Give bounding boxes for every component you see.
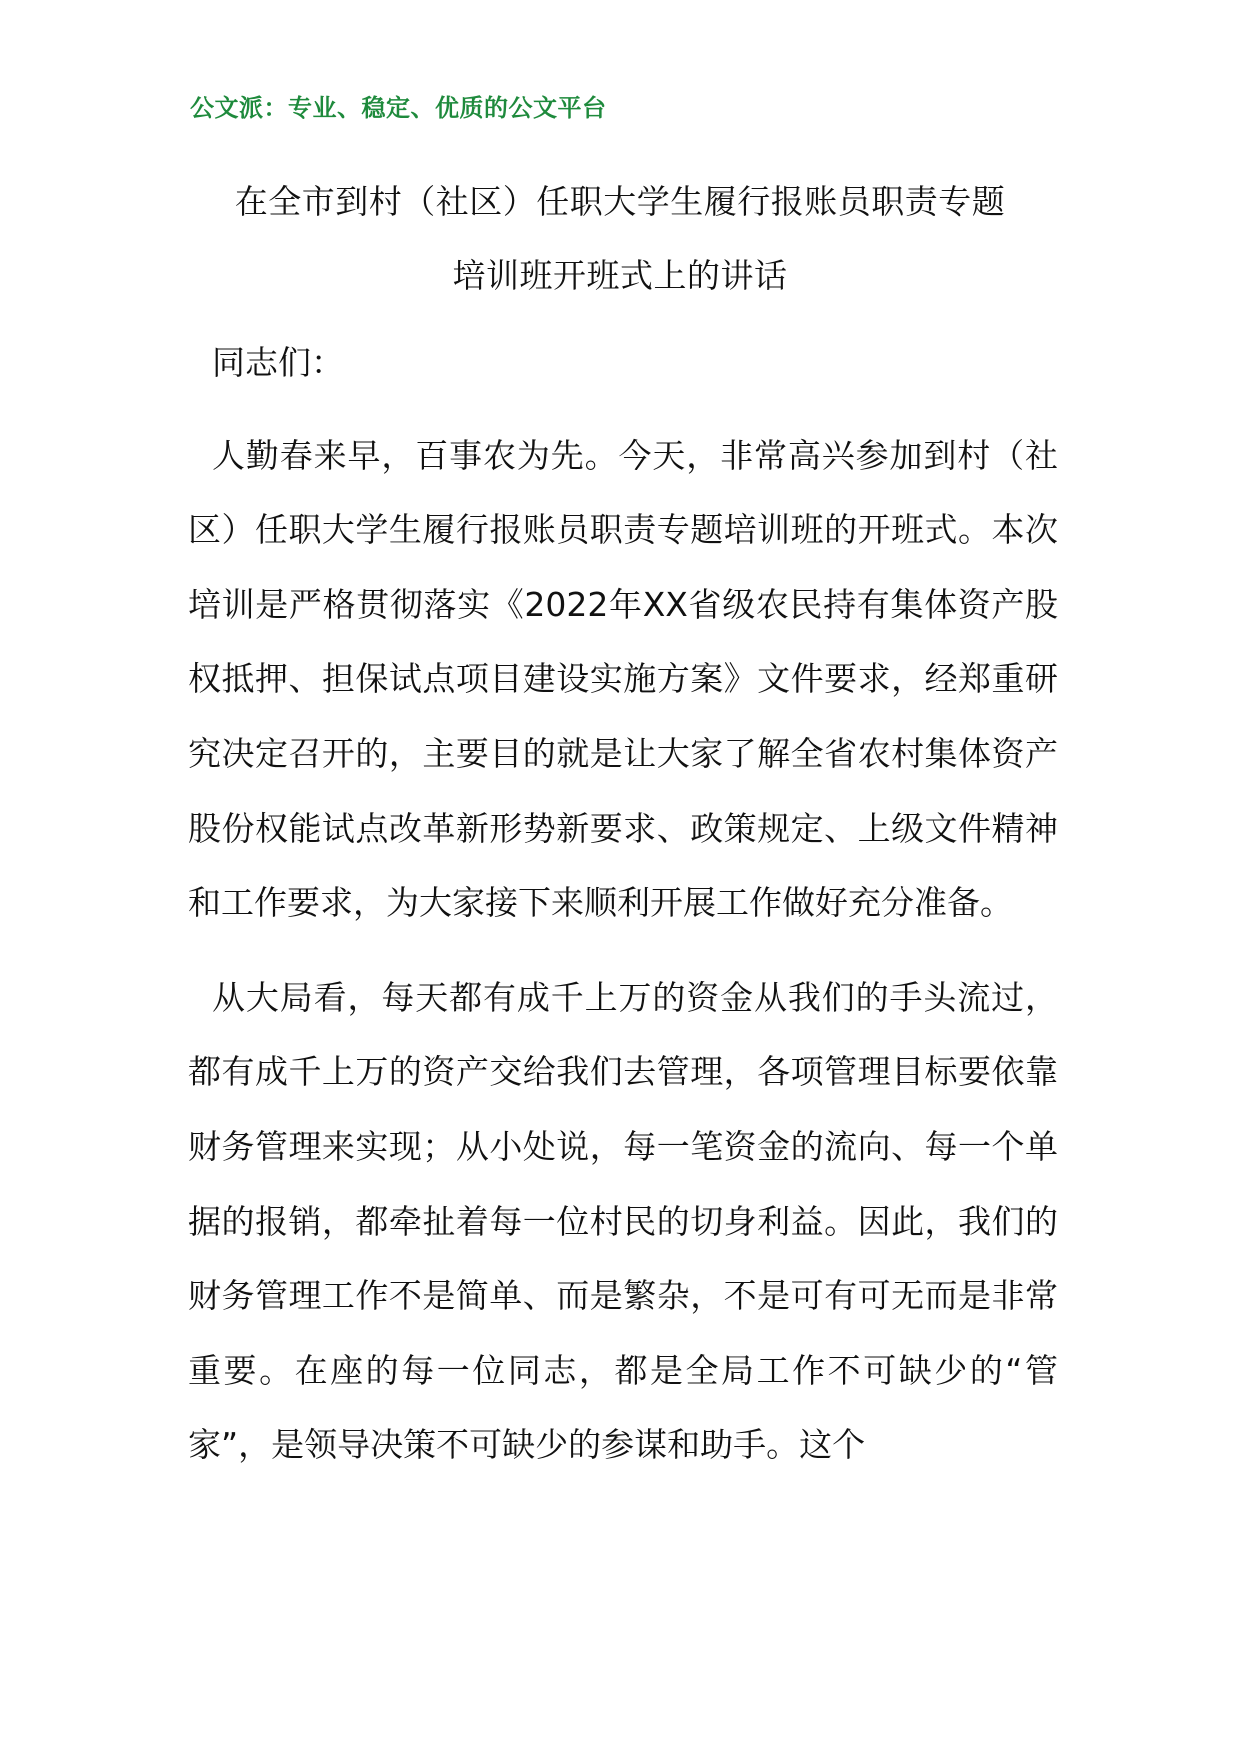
paragraph-2: 从大局看，每天都有成千上万的资金从我们的手头流过，都有成千上万的资产交给我们去管理，各项管理目标要依靠财务管理来实现；从小处说，每一笔资金的流向、每一个单据的报销，都牵扯着每一位村民的切身利益。因此，我们的财务管理工作不是简单、而是繁杂，不是可有可无而是非常重要。在座的每一位同志，都是全局工作不可缺少的“管家”，是领导决策不可缺少的参谋和助手。这个 xyxy=(188,977,1058,1465)
greeting: 同志们： xyxy=(212,343,344,382)
document-body xyxy=(188,330,1058,1503)
title-line-2: 培训班开班式上的讲话 xyxy=(452,256,788,295)
title-line-1: 在全市到村（社区）任职大学生履行报账员职责专题 xyxy=(234,182,1006,221)
paragraph-1: 人勤春来早，百事农为先。今天，非常高兴参加到村（社区）任职大学生履行报账员职责专题培训班的开班式。本次培训是严格贯彻落实《2022年XX省级农民持有集体资产股权抵押、担保试点项目建设实施方案》文件要求，经郑重研究决定召开的，主要目的就是让大家了解全省农村集体资产股份权能试点改革新形势新要求、政策规定、上级文件精神和工作要求，为大家接下来顺利开展工作做好充分准备。 xyxy=(188,435,1058,923)
document-title xyxy=(190,165,1050,313)
site-banner: 公文派：专业、稳定、优质的公文平台 xyxy=(190,94,607,122)
